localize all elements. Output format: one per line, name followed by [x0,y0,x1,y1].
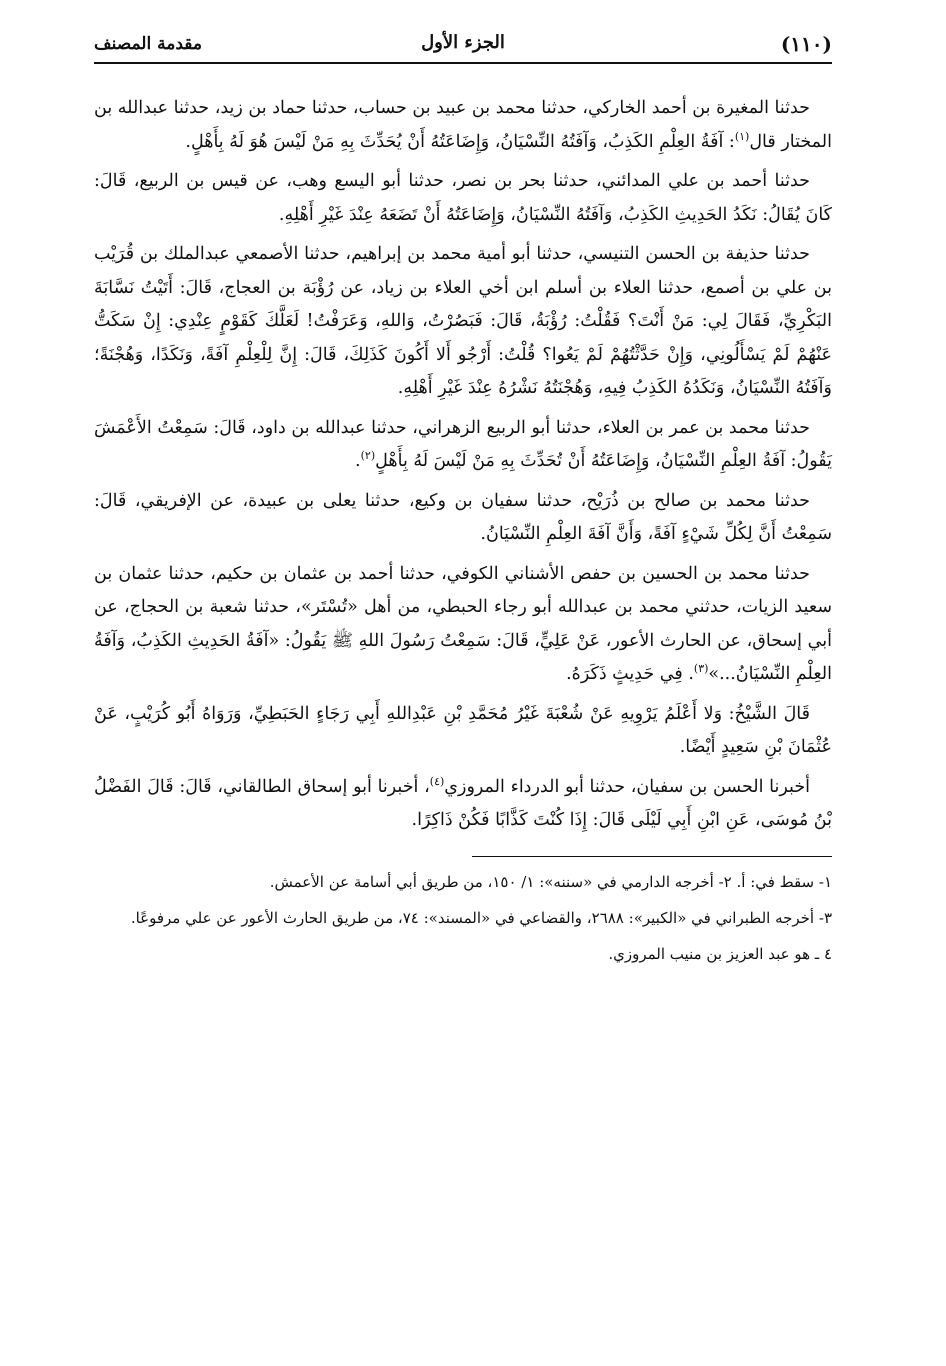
footnotes [94,867,832,969]
footnote-marker: (٣) [693,662,709,676]
paragraph [94,698,832,765]
section-title: مقدمة المصنف [94,34,202,54]
paragraph [94,412,832,479]
page-header [94,26,832,62]
book-page [94,26,832,1356]
paragraph-text: حدثنا محمد بن صالح بن ذُرَيْح، حدثنا سفيان بن وكيع، حدثنا يعلى بن عبيدة، عن الإفريقي، قَالَ: سَمِعْتُ أَنَّ لِكُلِّ شَيْءٍ آفَةً، وَأَنَّ آفَةَ العِلْمِ النِّسْيَانُ. [94,490,832,544]
part-title: الجزء الأول [421,32,505,53]
footnote: ٤ ـ هو عبد العزيز بن منيب المروزي. [608,944,832,963]
footnote-marker: (٢) [360,449,376,463]
paragraph-text: حدثنا المغيرة بن أحمد الخاركي، حدثنا محمد بن عبيد بن حساب، حدثنا حماد بن زيد، حدثنا عبدالله بن المختار قال [94,98,832,152]
page-number: (١١٠) [780,32,832,56]
main-text [94,92,832,838]
paragraph-text: حدثنا محمد بن عمر بن العلاء، حدثنا أبو الربيع الزهراني، حدثنا عبدالله بن داود، قَالَ: سَمِعْتُ الأَعْمَشَ يَقُولُ: آفَةُ العِلْمِ النِّسْيَانُ، وَإِضَاعَتُهُ أَنْ تُحَدِّثَ بِهِ مَنْ لَيْسَ لَهُ بِأَهْلٍ [94,417,832,471]
paragraph-text: قَالَ الشَّيْخُ: وَلا أَعْلَمُ يَرْوِيهِ عَنْ شُعْبَةَ غَيْرُ مُحَمَّدِ بْنِ عَبْدِاللهِ أَبِي رَجَاءٍ الحَبَطِيِّ، وَرَوَاهُ أَبُو كُرَيْبٍ، عَنْ عُثْمَانَ بْنِ سَعِيدٍ أَيْضًا. [94,703,832,757]
header-rule [94,62,832,64]
paragraph-text: حدثنا محمد بن الحسين بن حفص الأشناني الكوفي، حدثنا أحمد بن عثمان بن حكيم، حدثنا عثمان بن سعيد الزيات، حدثني محمد بن عبدالله أبو رجاء الحبطي، من أهل «تُسْتَر»، حدثنا شعبة بن الحجاج، عن أبي إسحاق، عن الحارث الأعور، عَنْ عَلِيٍّ، قَالَ: سَمِعْتُ رَسُولَ اللهِ ﷺ يَقُولُ: «آفَةُ الحَدِيثِ الكَذِبُ، وَآفَةُ العِلْمِ النِّسْيَانُ...» [94,563,832,684]
paragraph [94,558,832,692]
footnote: ٣- أخرجه الطبراني في «الكبير»: ٢٦٨٨، والقضاعي في «المسند»: ٧٤، من طريق الحارث الأعور عن علي مرفوعًا. [130,908,832,927]
paragraph-text: حدثنا أحمد بن علي المدائني، حدثنا بحر بن نصر، حدثنا أبو اليسع وهب، عن قيس بن الربيع، قَالَ: كَانَ يُقَالُ: نَكَدُ الحَدِيثِ الكَذِبُ، وَآفَتُهُ النِّسْيَانُ، وَإِضَاعَتُهُ أَنْ تَضَعَهُ عِنْدَ غَيْرِ أَهْلِهِ. [94,171,832,225]
footnote-divider [472,856,832,857]
paragraph [94,165,832,232]
paragraph [94,485,832,552]
paragraph [94,238,832,406]
paragraph [94,92,832,159]
footnote-marker: (١) [734,129,750,143]
footnote: ١- سقط في: أ. ٢- أخرجه الدارمي في «سننه»: ١/ ١٥٠، من طريق أبي أسامة عن الأعمش. [269,872,832,891]
paragraph-text: : آفَةُ العِلْمِ الكَذِبُ، وَآفَتُهُ النِّسْيَانُ، وَإِضَاعَتُهُ أَنْ يُحَدِّثَ بِهِ مَنْ لَيْسَ هُوَ لَهُ بِأَهْلٍ. [185,131,735,152]
paragraph [94,771,832,838]
paragraph-text: ، أخبرنا أبو إسحاق الطالقاني، قَالَ: قَالَ الفَضْلُ بْنُ مُوسَى، عَنِ ابْنِ أَبِي لَيْلَى قَالَ: إِذَا كُنْتَ كَذَّابًا فَكُنْ ذَاكِرًا. [94,776,832,830]
paragraph-text: أخبرنا الحسن بن سفيان، حدثنا أبو الدرداء المروزي [444,776,810,797]
paragraph-text: حدثنا حذيفة بن الحسن التنيسي، حدثنا أبو أمية محمد بن إبراهيم، حدثنا الأصمعي عبدالملك بن قُرَيْب بن علي بن أصمع، حدثنا العلاء بن أسلم ابن أخي العلاء بن زياد، عن رُؤْبَة بن العجاج، قَالَ: أَتَيْتُ نَسَّابَةَ البَكْرِيِّ، فَقَالَ لِي: مَنْ أَنْتَ؟ فَقُلْتُ: رُؤْبَةُ، قَالَ: فَبَصُرْتُ، وَاللهِ، وَعَرَفْتُ! لَعَلَّكَ كَقَوْمٍ عِنْدِي: إِنْ سَكَتُّ عَنْهُمْ لَمْ يَسْأَلُونِي، وَإِنْ حَدَّثْتُهُمْ لَمْ يَعُوا؟ قُلْتُ: أَرْجُو أَلا أَكُونَ كَذَلِكَ، قَالَ: إِنَّ لِلْعِلْمِ آفَةً، وَنَكَدًا، وَهُجْنَةً؛ وَآفَتُهُ النِّسْيَانُ، وَنَكَدُهُ الكَذِبُ فِيهِ، وَهُجْنَتُهُ نَشْرُهُ عِنْدَ غَيْرِ أَهْلِهِ. [94,244,832,398]
paragraph-text: . [355,451,361,471]
paragraph-text: . فِي حَدِيثٍ ذَكَرَهُ. [566,664,694,684]
footnote-marker: (٤) [429,774,445,788]
